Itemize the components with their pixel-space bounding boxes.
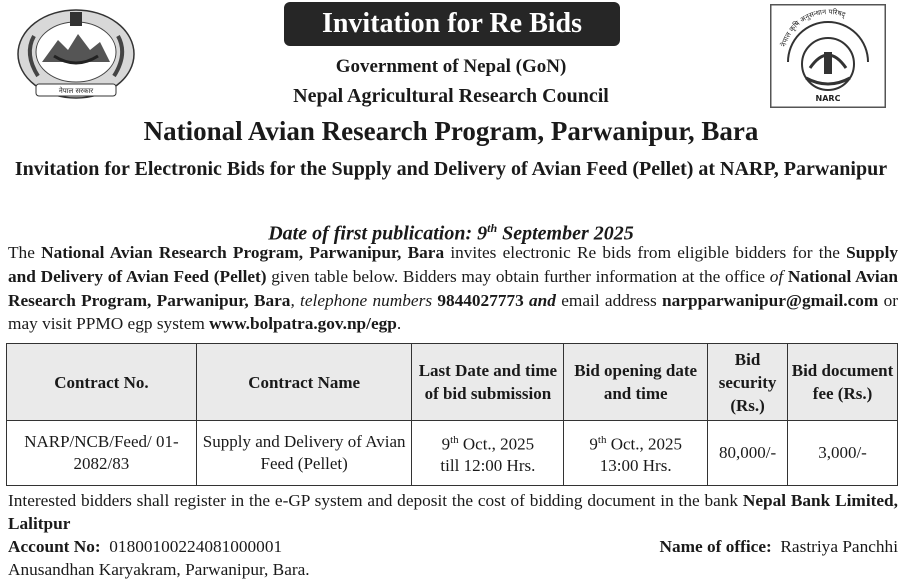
notice-subtitle [0,157,902,182]
opening-day: 9 [589,434,598,454]
header-doc-fee: Bid document fee (Rs.) [788,344,898,421]
last-time: till 12:00 Hrs. [440,456,536,476]
header-opening-date: Bid opening date and time [564,344,708,421]
account-number: 01800100224081000001 [109,537,283,556]
intro-text: of [769,266,788,286]
footer-office [659,535,898,558]
account-label: Account No: [8,537,101,556]
footer-text: Interested bidders shall register in the e-GP system and deposit the cost of bidding document in the bank [8,491,743,510]
cell-contract-no: NARP/NCB/Feed/ 01-2082/83 [7,421,197,486]
intro-paragraph [8,241,898,336]
intro-item-name: Supply and Delivery of Avian Feed (Pellet) [8,243,899,286]
footer-line [8,558,898,581]
intro-text: given table below. Bidders may obtain further information at the office [266,266,770,286]
publication-rest: September 2025 [497,222,634,245]
cell-bid-security: 80,000/- [708,421,788,486]
intro-text: and [523,290,556,310]
intro-program-name: National Avian Research Program, Parwanipur, Bara [41,243,445,262]
title-banner: Invitation for Re Bids [284,2,620,46]
office-label: Name of office: [659,537,772,556]
council-heading: Nepal Agricultural Research Council [293,85,609,107]
header-bid-security: Bid security (Rs.) [708,344,788,421]
header-last-date: Last Date and time of bid submission [412,344,564,421]
narc-logo-text: NARC [815,94,841,103]
intro-text: The [8,243,42,262]
intro-text: or may visit PPMO egp system [8,290,898,334]
intro-website: www.bolpatra.gov.np/egp [209,314,397,334]
intro-email: narpparwanipur@gmail.com [662,290,879,310]
footer-account [8,535,282,558]
program-heading: National Avian Research Program, Parwanipur, Bara [143,116,759,146]
publication-sup: th [487,221,498,235]
footer-paragraph [8,489,898,581]
intro-text: , telephone numbers [290,290,438,310]
narc-arc-text: नेपाल कृषि अनुसन्धान परिषद् [779,7,847,48]
footer-line [8,535,898,558]
subtitle-text: Invitation for Electronic Bids for the Supply and Delivery of Avian Feed (Pellet) at NARP, Parwanipur [14,158,888,180]
office-name: Rastriya Panchhi [780,537,898,556]
table-row [7,421,898,486]
cell-contract-name: Supply and Delivery of Avian Feed (Pellet) [196,421,412,486]
header-contract-no: Contract No. [7,344,197,421]
cell-doc-fee: 3,000/- [788,421,898,486]
footer-bank: Nepal Bank Limited, Lalitpur [8,491,898,533]
intro-text: invites electronic Re bids from eligible bidders for the [444,243,847,262]
bid-table [6,343,898,486]
publication-label: Date of first publication: 9 [268,222,488,245]
emblem-label: नेपाल सरकार [58,87,94,95]
last-date-day: 9 [441,434,451,454]
opening-sup: th [597,433,607,446]
office-name-cont: Anusandhan Karyakram, Parwanipur, Bara. [8,560,310,579]
opening-time: 13:00 Hrs. [599,456,672,476]
intro-text: email address [555,290,663,310]
intro-office-name: National Avian Research Program, Parwanipur, Bara [8,266,898,310]
header-contract-name: Contract Name [196,344,412,421]
table-header-row [7,344,898,421]
intro-text: . [396,314,402,334]
government-heading: Government of Nepal (GoN) [335,56,567,77]
cell-opening-date [564,421,708,486]
last-date-sup: th [450,433,459,446]
last-date-rest: Oct., 2025 [458,434,535,454]
footer-line [8,489,898,535]
cell-last-date [412,421,564,486]
opening-rest: Oct., 2025 [606,434,682,454]
intro-phone: 9844027773 [437,290,524,310]
